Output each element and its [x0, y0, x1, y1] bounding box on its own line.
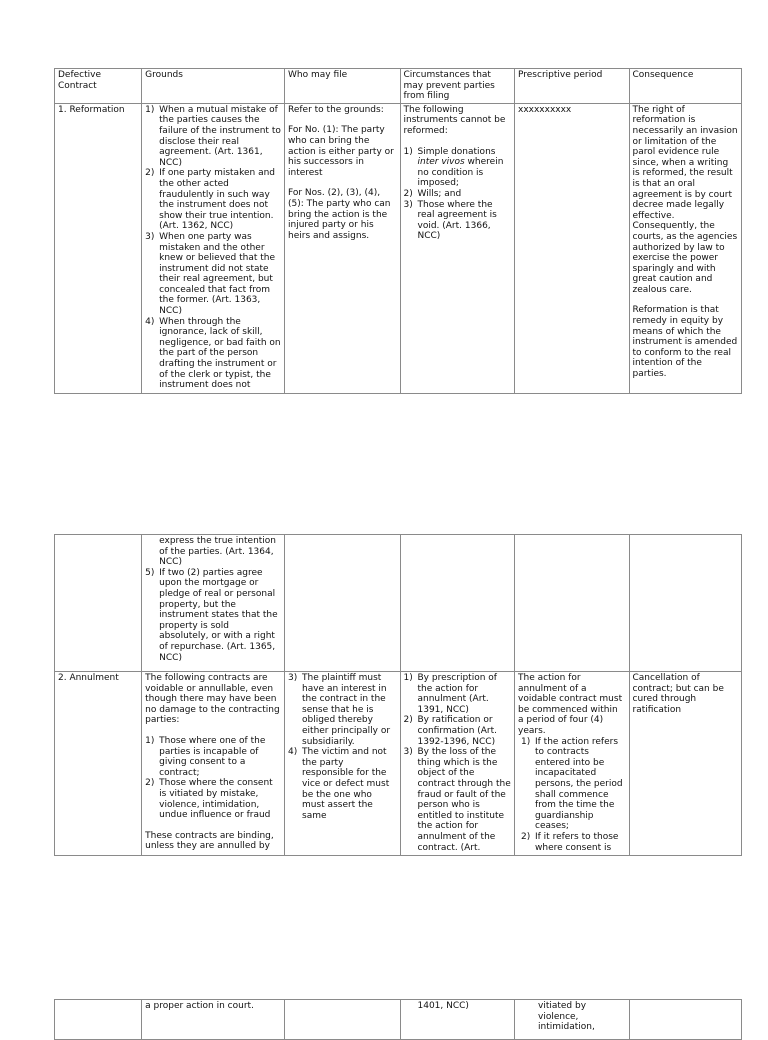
presc-continuation: vitiated by violence, intimidation,	[538, 1001, 595, 1033]
consequence-paragraph: The right of reformation is necessarily an invasion or limitation of the parol evidence rule since, when a writing is reformed, the result is that an oral agreement is by court decree made legally effective. Consequently, the courts, as the agencies authorized by law to exercise the power sparingly and with great caution and zealous care.	[632, 104, 738, 295]
circ-continuation: 1401, NCC)	[417, 1001, 469, 1011]
grounds-outro: These contracts are binding, unless they are annulled by	[145, 830, 274, 852]
circ-intro: The following instruments cannot be reformed:	[403, 104, 506, 136]
list-item: 4) The victim and not the party responsible for the vice or defect must be the one who must assert the same	[288, 747, 390, 821]
annulment-circumstances-cont	[400, 1000, 515, 1040]
empty-cell	[515, 535, 630, 672]
reformation-consequence	[629, 103, 742, 393]
list-item: 2) If it refers to those where consent is	[521, 831, 619, 853]
annulment-row-continued	[55, 1000, 742, 1040]
empty-cell	[629, 535, 742, 672]
annulment-label: 2. Annulment	[55, 672, 142, 856]
who-paragraph: For No. (1): The party who can bring the action is either party or his successors in interest	[288, 125, 394, 178]
list-item: 3) Those where the real agreement is void. (Art. 1366, NCC)	[403, 199, 497, 242]
header-who-may-file: Who may file	[285, 69, 401, 104]
who-intro: Refer to the grounds:	[288, 104, 384, 115]
annulment-circumstances	[400, 672, 515, 856]
reformation-label: 1. Reformation	[55, 103, 142, 393]
contracts-table-page-2	[54, 534, 742, 856]
annulment-consequence: Cancellation of contract; but can be cured through ratification	[629, 672, 742, 856]
annulment-grounds-cont: a proper action in court.	[142, 1000, 285, 1040]
reformation-grounds-cont	[142, 535, 285, 672]
empty-cell	[629, 1000, 742, 1040]
reformation-who-may-file	[285, 103, 401, 393]
reformation-circumstances	[400, 103, 515, 393]
header-prescriptive-period: Prescriptive period	[515, 69, 630, 104]
reformation-grounds	[142, 103, 285, 393]
list-item: 4) When through the ignorance, lack of skill, negligence, or bad faith on the part of the person drafting the instrument or of the clerk or typist, the instrument does not	[145, 316, 281, 391]
list-item: 2) If one party mistaken and the other acted fraudulently in such way the instrument does not show their true intention. (Art. 1362, NCC)	[145, 168, 276, 232]
contracts-table-page-3	[54, 999, 742, 1040]
grounds-continuation: express the true intention of the parties. (Art. 1364, NCC)	[159, 536, 277, 568]
list-item: 1) When a mutual mistake of the parties causes the failure of the instrument to disclose their real agreement. (Art. 1361, NCC)	[145, 104, 281, 168]
list-item: 2) Wills; and	[403, 188, 462, 199]
list-item: 3) When one party was mistaken and the other knew or believed that the instrument did not state their real agreement, but concealed that fact from the former. (Art. 1363, NCC)	[145, 231, 276, 317]
consequence-paragraph: Reformation is that remedy in equity by means of which the instrument is amended to conform to the real intention of the parties.	[632, 305, 738, 380]
list-item: 1) If the action refers to contracts entered into be incapacitated persons, the period shall commence from the time the guardianship ceases;	[521, 736, 623, 832]
header-defective-contract: Defective Contract	[55, 69, 142, 104]
reformation-row-continued	[55, 535, 742, 672]
reformation-label-cont	[55, 535, 142, 672]
header-consequence: Consequence	[629, 69, 742, 104]
empty-cell	[285, 535, 401, 672]
empty-cell	[285, 1000, 401, 1040]
annulment-prescriptive-cont	[515, 1000, 630, 1040]
list-item: 3) By the loss of the thing which is the object of the contract through the fraud or fault of the person who is entitled to institute the action for annulment of the contract. (Art.	[403, 747, 511, 853]
annulment-prescriptive-period	[515, 672, 630, 856]
list-item: 2) By ratification or confirmation (Art. 1392-1396, NCC)	[403, 715, 498, 747]
list-item: 3) The plaintiff must have an interest in the contract in the sense that he is obliged thereby either principally or subsidiarily.	[288, 673, 391, 747]
annulment-row	[55, 672, 742, 856]
header-circumstances: Circumstances that may prevent parties from filing	[400, 69, 515, 104]
empty-cell	[55, 1000, 142, 1040]
annulment-grounds	[142, 672, 285, 856]
who-paragraph: For Nos. (2), (3), (4), (5): The party who can bring the action is the injured party or his heirs and assigns.	[288, 188, 391, 241]
header-grounds: Grounds	[142, 69, 285, 104]
presc-intro: The action for annulment of a voidable contract must be commenced within a period of four (4) years.	[518, 673, 623, 736]
list-item: 1) By prescription of the action for annulment (Art. 1391, NCC)	[403, 673, 497, 715]
reformation-prescriptive-period: xxxxxxxxxx	[515, 103, 630, 393]
reformation-row	[55, 103, 742, 393]
empty-cell	[400, 535, 515, 672]
grounds-intro: The following contracts are voidable or annullable, even though there may have been no damage to the contracting parties:	[145, 673, 280, 726]
contracts-table-page-1	[54, 68, 742, 394]
annulment-who-may-file	[285, 672, 401, 856]
list-item: 5) If two (2) parties agree upon the mortgage or pledge of real or personal property, but the instrument states that the property is sold absolutely, or with a right of repurchase. (Art. 1365, NCC)	[145, 567, 278, 663]
list-item: 1) Simple donations inter vivos wherein no condition is imposed;	[403, 146, 504, 189]
list-item: 1) Those where one of the parties is incapable of giving consent to a contract;	[145, 735, 266, 778]
header-row	[55, 69, 742, 104]
list-item: 2) Those where the consent is vitiated by mistake, violence, intimidation, undue influence or fraud	[145, 778, 273, 821]
